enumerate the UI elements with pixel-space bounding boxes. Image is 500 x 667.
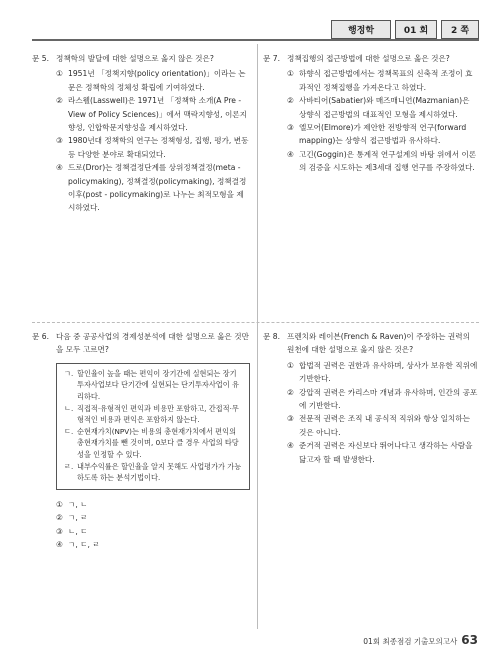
statement-box	[56, 363, 250, 490]
option-list	[287, 67, 479, 174]
statement-item: ㄴ. 직접적·유형적인 편익과 비용만 포함하고, 간접적·무형적인 비용과 편익은 포함하지 않는다.	[64, 403, 239, 425]
option-3[interactable]: ③ ㄴ, ㄷ	[56, 526, 88, 536]
question-7	[263, 52, 479, 175]
question-number: 문 5.	[32, 54, 49, 63]
option-2[interactable]: ② 라스웰(Lasswell)은 1971년 「정책학 소개(A Pre - View of Policy Sciences)」에서 맥락지향성, 이론지향성, 인합학문지향성을 제시하였다.	[56, 96, 247, 133]
statement-item: ㄱ. 할인율이 높을 때는 편익이 장기간에 실현되는 장기투자사업보다 단기간에 실현되는 단기투자사업이 유리하다.	[64, 368, 239, 401]
page-label: 2 쪽	[441, 20, 479, 39]
option-4[interactable]: ④ 드로(Dror)는 정책결정단계를 상위정책결정(meta - policymaking), 정책결정(policymaking), 정책결정 이후(post - policymaking)로 나누는 최적모형을 제시하였다.	[56, 163, 247, 213]
footer-title: 01회 최종점검 기출모의고사	[363, 637, 458, 646]
option-2[interactable]: ② 강압적 권력은 카리스마 개념과 유사하며, 인간의 공포에 기반한다.	[287, 387, 478, 411]
option-1[interactable]: ① 1951년 「정책지향(policy orientation)」이라는 논문은 정책학의 정체성 확립에 기여하였다.	[56, 69, 246, 92]
option-1[interactable]: ① ㄱ, ㄴ	[56, 499, 88, 509]
option-2[interactable]: ② 사바티어(Sabatier)와 매즈매니언(Mazmanian)은 상향식 접근방법의 대표적인 모형을 제시하였다.	[287, 96, 470, 119]
round-label: 01 회	[395, 20, 437, 39]
statement-item: ㄷ. 순현재가치(NPV)는 비용의 총현재가치에서 편익의 총현재가치를 뺀 것이며, 0보다 클 경우 사업의 타당성을 인정할 수 있다.	[64, 426, 239, 459]
row-divider	[32, 322, 479, 323]
question-number: 문 8.	[263, 332, 280, 341]
option-list	[56, 67, 250, 214]
question-number: 문 7.	[263, 54, 280, 63]
question-text: 정책학의 발달에 대한 설명으로 옳지 않은 것은?	[56, 54, 214, 63]
option-list	[56, 498, 250, 552]
option-3[interactable]: ③ 1980년대 정책학의 연구는 정책형성, 집행, 평가, 변동 등 다양한 분야로 확대되었다.	[56, 136, 249, 159]
statement-item: ㄹ. 내부수익률은 할인율을 알지 못해도 사업평가가 가능하도록 하는 분석기법이다.	[64, 461, 242, 483]
subject-label: 행정학	[331, 20, 391, 39]
option-1[interactable]: ① 하향식 접근방법에서는 정책목표의 신축적 조정이 효과적인 정책집행을 가져온다고 하였다.	[287, 69, 473, 92]
option-2[interactable]: ② ㄱ, ㄹ	[56, 513, 88, 523]
option-1[interactable]: ① 합법적 권력은 권한과 유사하며, 상사가 보유한 직위에 기반한다.	[287, 360, 478, 384]
option-3[interactable]: ③ 전문적 권력은 조직 내 공식적 직위와 항상 일치하는 것은 아니다.	[287, 414, 470, 437]
page-header	[331, 20, 479, 39]
page-number: 63	[461, 633, 478, 647]
page-footer	[363, 633, 478, 647]
option-4[interactable]: ④ 고긴(Goggin)은 통계적 연구설계의 바탕 위에서 이론의 검증을 시도하는 제3세대 집행 연구를 주장하였다.	[287, 149, 477, 173]
option-4[interactable]: ④ 준거적 권력은 자신보다 뛰어나다고 생각하는 사람을 닮고자 할 때 발생한다.	[287, 441, 473, 464]
question-text: 프렌치와 레이븐(French & Raven)이 주장하는 권력의 원천에 대한 설명으로 옳지 않은 것은?	[287, 332, 470, 355]
question-text: 정책집행의 접근방법에 대한 설명으로 옳은 것은?	[287, 54, 450, 63]
question-8	[263, 330, 479, 466]
question-text: 다음 중 공공사업의 경제성분석에 대한 설명으로 옳은 것만을 모두 고르면?	[56, 332, 249, 355]
option-4[interactable]: ④ ㄱ, ㄷ, ㄹ	[56, 539, 100, 549]
question-number: 문 6.	[32, 332, 49, 341]
column-divider	[257, 44, 258, 629]
option-3[interactable]: ③ 엘모어(Elmore)가 제안한 전방향적 연구(forward mapping)는 상향식 접근방법과 유사하다.	[287, 123, 467, 146]
option-list	[287, 359, 479, 466]
header-rule	[32, 39, 479, 41]
question-6	[32, 330, 250, 551]
question-5	[32, 52, 250, 215]
